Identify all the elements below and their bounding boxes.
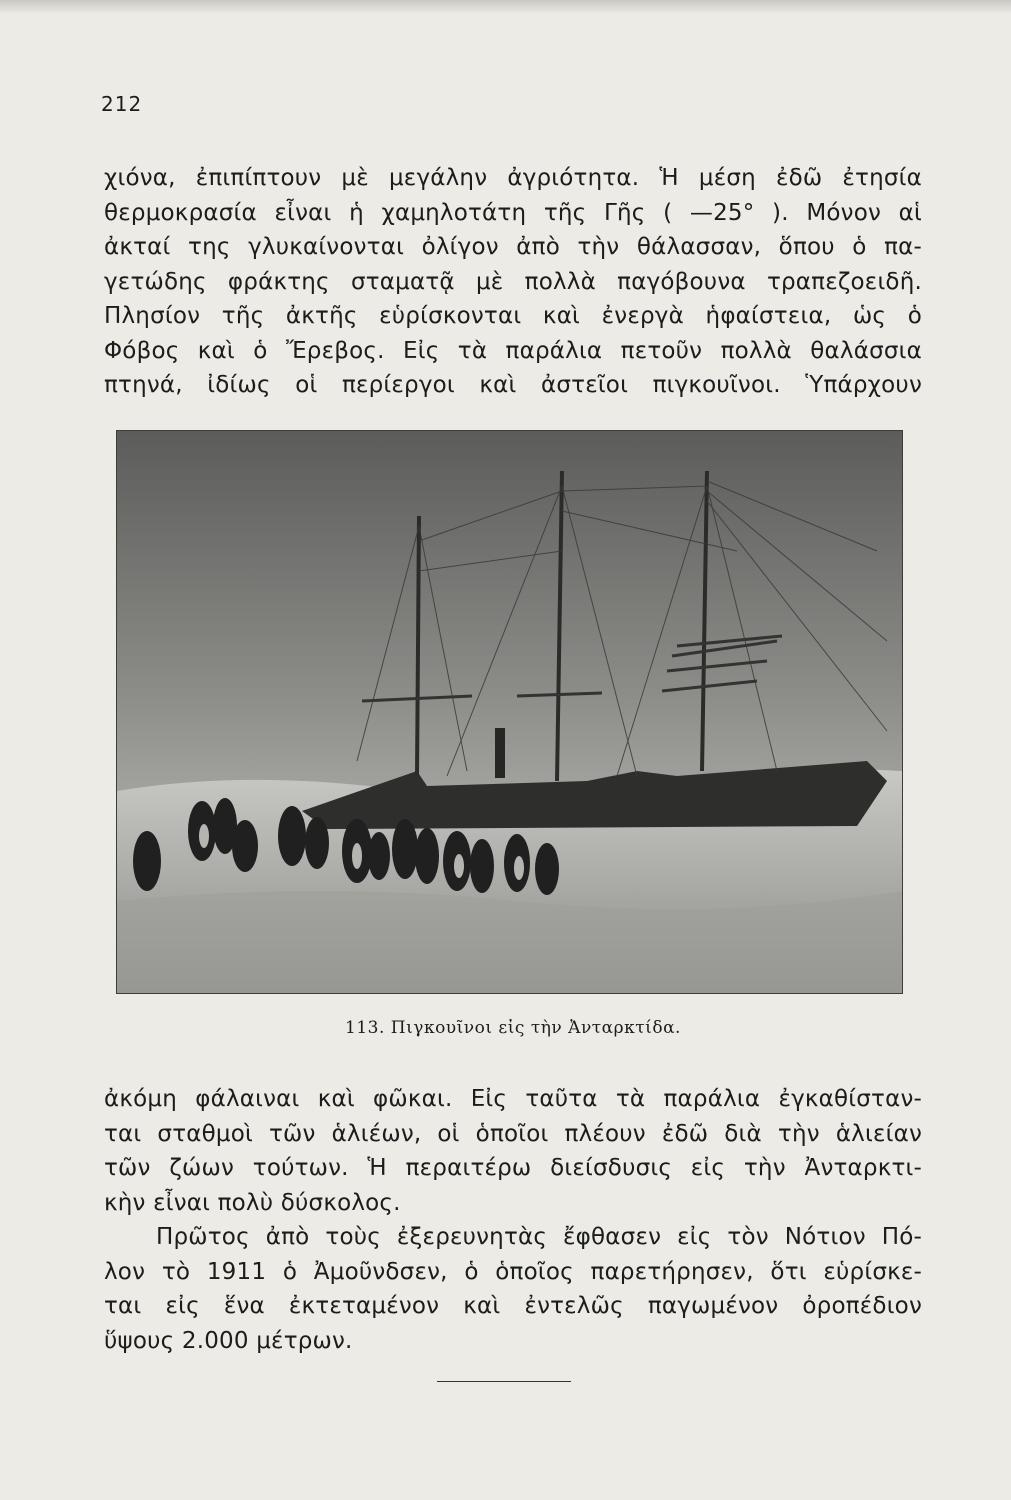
paragraph-line: Πρῶτος ἀπὸ τοὺς ἐξερευνητὰς ἔφθασεν εἰς τὸν Νότιον Πό- bbox=[156, 1224, 922, 1250]
paragraph-line: τῶν ζώων τούτων. Ἡ περαιτέρω διείσδυσις εἰς τὴν Ἀνταρκτι- bbox=[104, 1155, 922, 1181]
paragraph-line: ται σταθμοὶ τῶν ἁλιέων, οἱ ὁποῖοι πλέουν ἐδῶ διὰ τὴν ἁλιείαν bbox=[104, 1120, 922, 1147]
paragraph-line: ὕψους 2.000 μέτρων. bbox=[104, 1327, 353, 1354]
paragraph-line: Φόβος καὶ ὁ Ἔρεβος. Εἰς τὰ παράλια πετοῦν πολλὰ θαλάσσια bbox=[104, 337, 922, 364]
paragraph-line: πτηνά, ἰδίως οἱ περίεργοι καὶ ἀστεῖοι πιγκουῖνοι. Ὑπάρχουν bbox=[104, 372, 922, 398]
paragraph-line: ἀκόμη φάλαιναι καὶ φῶκαι. Εἰς ταῦτα τὰ παράλια ἐγκαθίσταν- bbox=[104, 1086, 922, 1112]
paragraph-3 bbox=[104, 1220, 922, 1358]
paragraph-line: γετώδης φράκτης σταματᾷ μὲ πολλὰ παγόβουνα τραπεζοειδῆ. bbox=[104, 268, 922, 295]
figure-caption: 113. Πιγκουῖνοι εἰς τὴν Ἀνταρκτίδα. bbox=[345, 1018, 681, 1038]
paragraph-1 bbox=[104, 161, 922, 403]
paragraph-line: λον τὸ 1911 ὁ Ἀμοῦνδσεν, ὁ ὁποῖος παρετήρησεν, ὅτι εὑρίσκε- bbox=[104, 1258, 922, 1285]
paragraph-line: χιόνα, ἐπιπίπτουν μὲ μεγάλην ἀγριότητα. Ἡ μέση ἐδῶ ἐτησία bbox=[104, 165, 922, 191]
section-end-rule bbox=[437, 1381, 571, 1382]
paragraph-line: κὴν εἶναι πολὺ δύσκολος. bbox=[104, 1189, 401, 1216]
ship-in-ice-photo bbox=[117, 431, 902, 993]
paragraph-2 bbox=[104, 1082, 922, 1220]
page-top-edge bbox=[0, 0, 1011, 14]
paragraph-line: ἀκταί της γλυκαίνονται ὀλίγον ἀπὸ τὴν θάλασσαν, ὅπου ὁ πα- bbox=[104, 234, 922, 260]
paragraph-line: Πλησίον τῆς ἀκτῆς εὑρίσκονται καὶ ἐνεργὰ ἡφαίστεια, ὡς ὁ bbox=[104, 303, 922, 329]
page-number: 212 bbox=[101, 92, 143, 116]
paragraph-line: ται εἰς ἕνα ἐκτεταμένον καὶ ἐντελῶς παγωμένον ὀροπέδιον bbox=[104, 1293, 922, 1319]
paragraph-line: θερμοκρασία εἶναι ἡ χαμηλοτάτη τῆς Γῆς ( —25° ). Μόνον αἱ bbox=[104, 199, 922, 226]
